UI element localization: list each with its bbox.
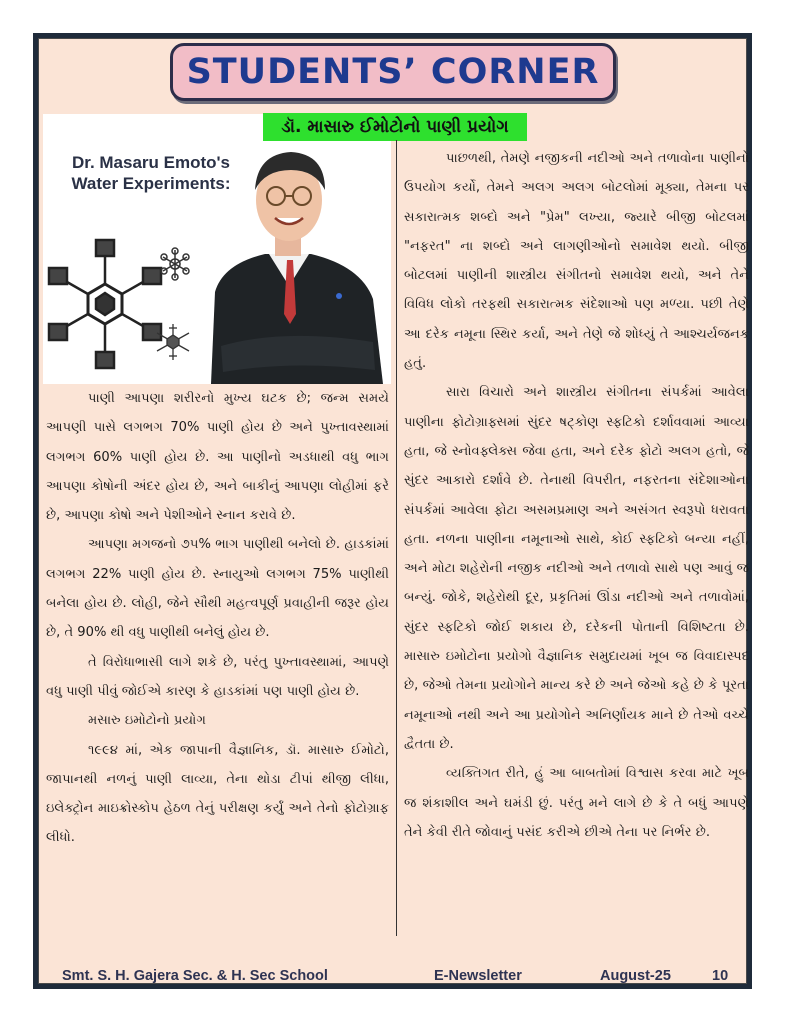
ice-crystal-large <box>49 240 161 368</box>
section-heading-emoto-experiment: મસારુ ઇમોટોનો પ્રયોગ <box>88 713 206 729</box>
footer-school-name: Smt. S. H. Gajera Sec. & H. Sec School <box>62 968 328 984</box>
right-column <box>404 144 749 847</box>
page-footer <box>62 968 742 988</box>
footer-issue: August-25 <box>600 968 671 984</box>
paragraph-1994-experiment: ૧૯૯૪ માં, એક જાપાની વૈજ્ઞાનિક, ડૉ. માસારુ ઈમોટો, જાપાનથી નળનું પાણી લાવ્યા, તેના થોડા ટીપાં થીજી લીધા, ઇલેક્ટ્રોન માઇક્રોસ્કોપ હેઠળ તેનું પરીક્ષણ કર્યું અને તેનો ફોટોગ્રાફ લીધો. <box>46 742 389 846</box>
paragraph-water-in-body: પાણી આપણા શરીરનો મુખ્ય ઘટક છે; જન્મ સમયે આપણી પાસે લગભગ 70% પાણી હોય છે અને પુખ્તાવસ્થામાં લગભગ 60% પાણી હોય છે. આ પાણીનો અડધાથી વધુ ભાગ આપણા કોષોની અંદર હોય છે, અને બાકીનું આપણા લોહીમાં ફરે છે, આપણા કોષો અને પેશીઓને સ્નાન કરાવે છે. <box>46 391 389 524</box>
portrait-figure <box>211 152 383 384</box>
column-divider <box>396 140 397 936</box>
ice-crystal-small-top <box>161 248 189 280</box>
masthead-title: STUDENTS’ CORNER <box>186 52 600 92</box>
paragraph-water-in-organs: આપણા મગજનો ૭૫% ભાગ પાણીથી બનેલો છે. હાડકાંમાં લગભગ 22% પાણી હોય છે. સ્નાયુઓ લગભગ 75% પાણીથી બનેલા હોય છે. લોહી, જેને સૌથી મહત્વપૂર્ણ પ્રવાહીની જરૂર હોય છે, તે 90% થી વધુ પાણીથી બનેલું હોય છે. <box>46 537 389 641</box>
masthead-banner <box>170 43 616 101</box>
footer-page-number: 10 <box>712 968 729 984</box>
article-image <box>43 114 391 384</box>
image-caption: Dr. Masaru Emoto's Water Experiments: <box>71 153 231 193</box>
left-column <box>46 384 389 853</box>
paragraph-crystal-results: સારા વિચારો અને શાસ્ત્રીય સંગીતના સંપર્કમાં આવેલા પાણીના ફોટોગ્રાફ્સમાં સુંદર ષટ્કોણ સ્ફટિકો દર્શાવવામાં આવ્યા હતા, જે સ્નોવફ્લેક્સ જેવા હતા, અને દરેક ફોટો અલગ હતો, જે સુંદર આકારો દર્શાવે છે. તેનાથી વિપરીત, નફરતના સંદેશાઓના સંપર્કમાં આવેલા ફોટા અસમપ્રમાણ અને અસંગત સ્વરૂપો ધરાવતા હતા. નળના પાણીના નમૂનાઓ સાથે, કોઈ સ્ફટિકો બન્યા નહીં, અને મોટા શહેરોની નજીક નદીઓ અને તળાવો સાથે પણ આવું જ બન્યું. જોકે, શહેરોથી દૂર, પ્રકૃતિમાં ઊંડા નદીઓ અને તળાવોમાં, સુંદર સ્ફટિકો જોઈ શકાય છે, દરેકની પોતાની વિશિષ્ટતા છે. માસારુ ઇમોટોના પ્રયોગો વૈજ્ઞાનિક સમુદાયમાં ખૂબ જ વિવાદાસ્પદ છે, જેઓ તેમના પ્રયોગોને માન્ય કરે છે અને જેઓ કહે છે કે પૂરતા નમૂનાઓ નથી અને આ પ્રયોગોને અનિર્ણાયક માને છે તેઓ વચ્ચે દ્વૈતતા છે. <box>404 385 749 752</box>
emoto-portrait-illustration <box>43 114 391 384</box>
paragraph-later-experiment: પાછળથી, તેમણે નજીકની નદીઓ અને તળાવોના પાણીનો ઉપયોગ કર્યો, તેમને અલગ અલગ બોટલોમાં મૂક્યા, તેમના પર સકારાત્મક શબ્દો અને "પ્રેમ" લખ્યા, જ્યારે બીજી બોટલમાં "નફરત" ના શબ્દો અને લાગણીઓનો સમાવેશ થયો. બીજી બોટલમાં પાણીની શાસ્ત્રીય સંગીતનો સમાવેશ થયો, અને તેને વિવિધ લોકો તરફથી સકારાત્મક સંદેશાઓ પણ મળ્યા. પછી તેણે આ દરેક નમૂના સ્થિર કર્યા, અને તેણે જે શોધ્યું તે આશ્ચર્યજનક હતું. <box>404 151 749 372</box>
article-heading: ડૉ. માસારુ ઈમોટોનો પાણી પ્રયોગ <box>263 113 527 141</box>
footer-publication: E-Newsletter <box>434 968 522 984</box>
paragraph-personal-opinion: વ્યક્તિગત રીતે, હું આ બાબતોમાં વિશ્વાસ કરવા માટે ખૂબ જ શંકાશીલ અને ઘમંડી છું. પરંતુ મને લાગે છે કે તે બધું આપણે તેને કેવી રીતે જોવાનું પસંદ કરીએ છીએ તેના પર નિર્ભર છે. <box>404 766 749 840</box>
paragraph-paradox: તે વિરોધાભાસી લાગે શકે છે, પરંતુ પુખ્તાવસ્થામાં, આપણે વધુ પાણી પીવું જોઈએ કારણ કે હાડકાંમાં પણ પાણી હોય છે. <box>46 654 389 699</box>
